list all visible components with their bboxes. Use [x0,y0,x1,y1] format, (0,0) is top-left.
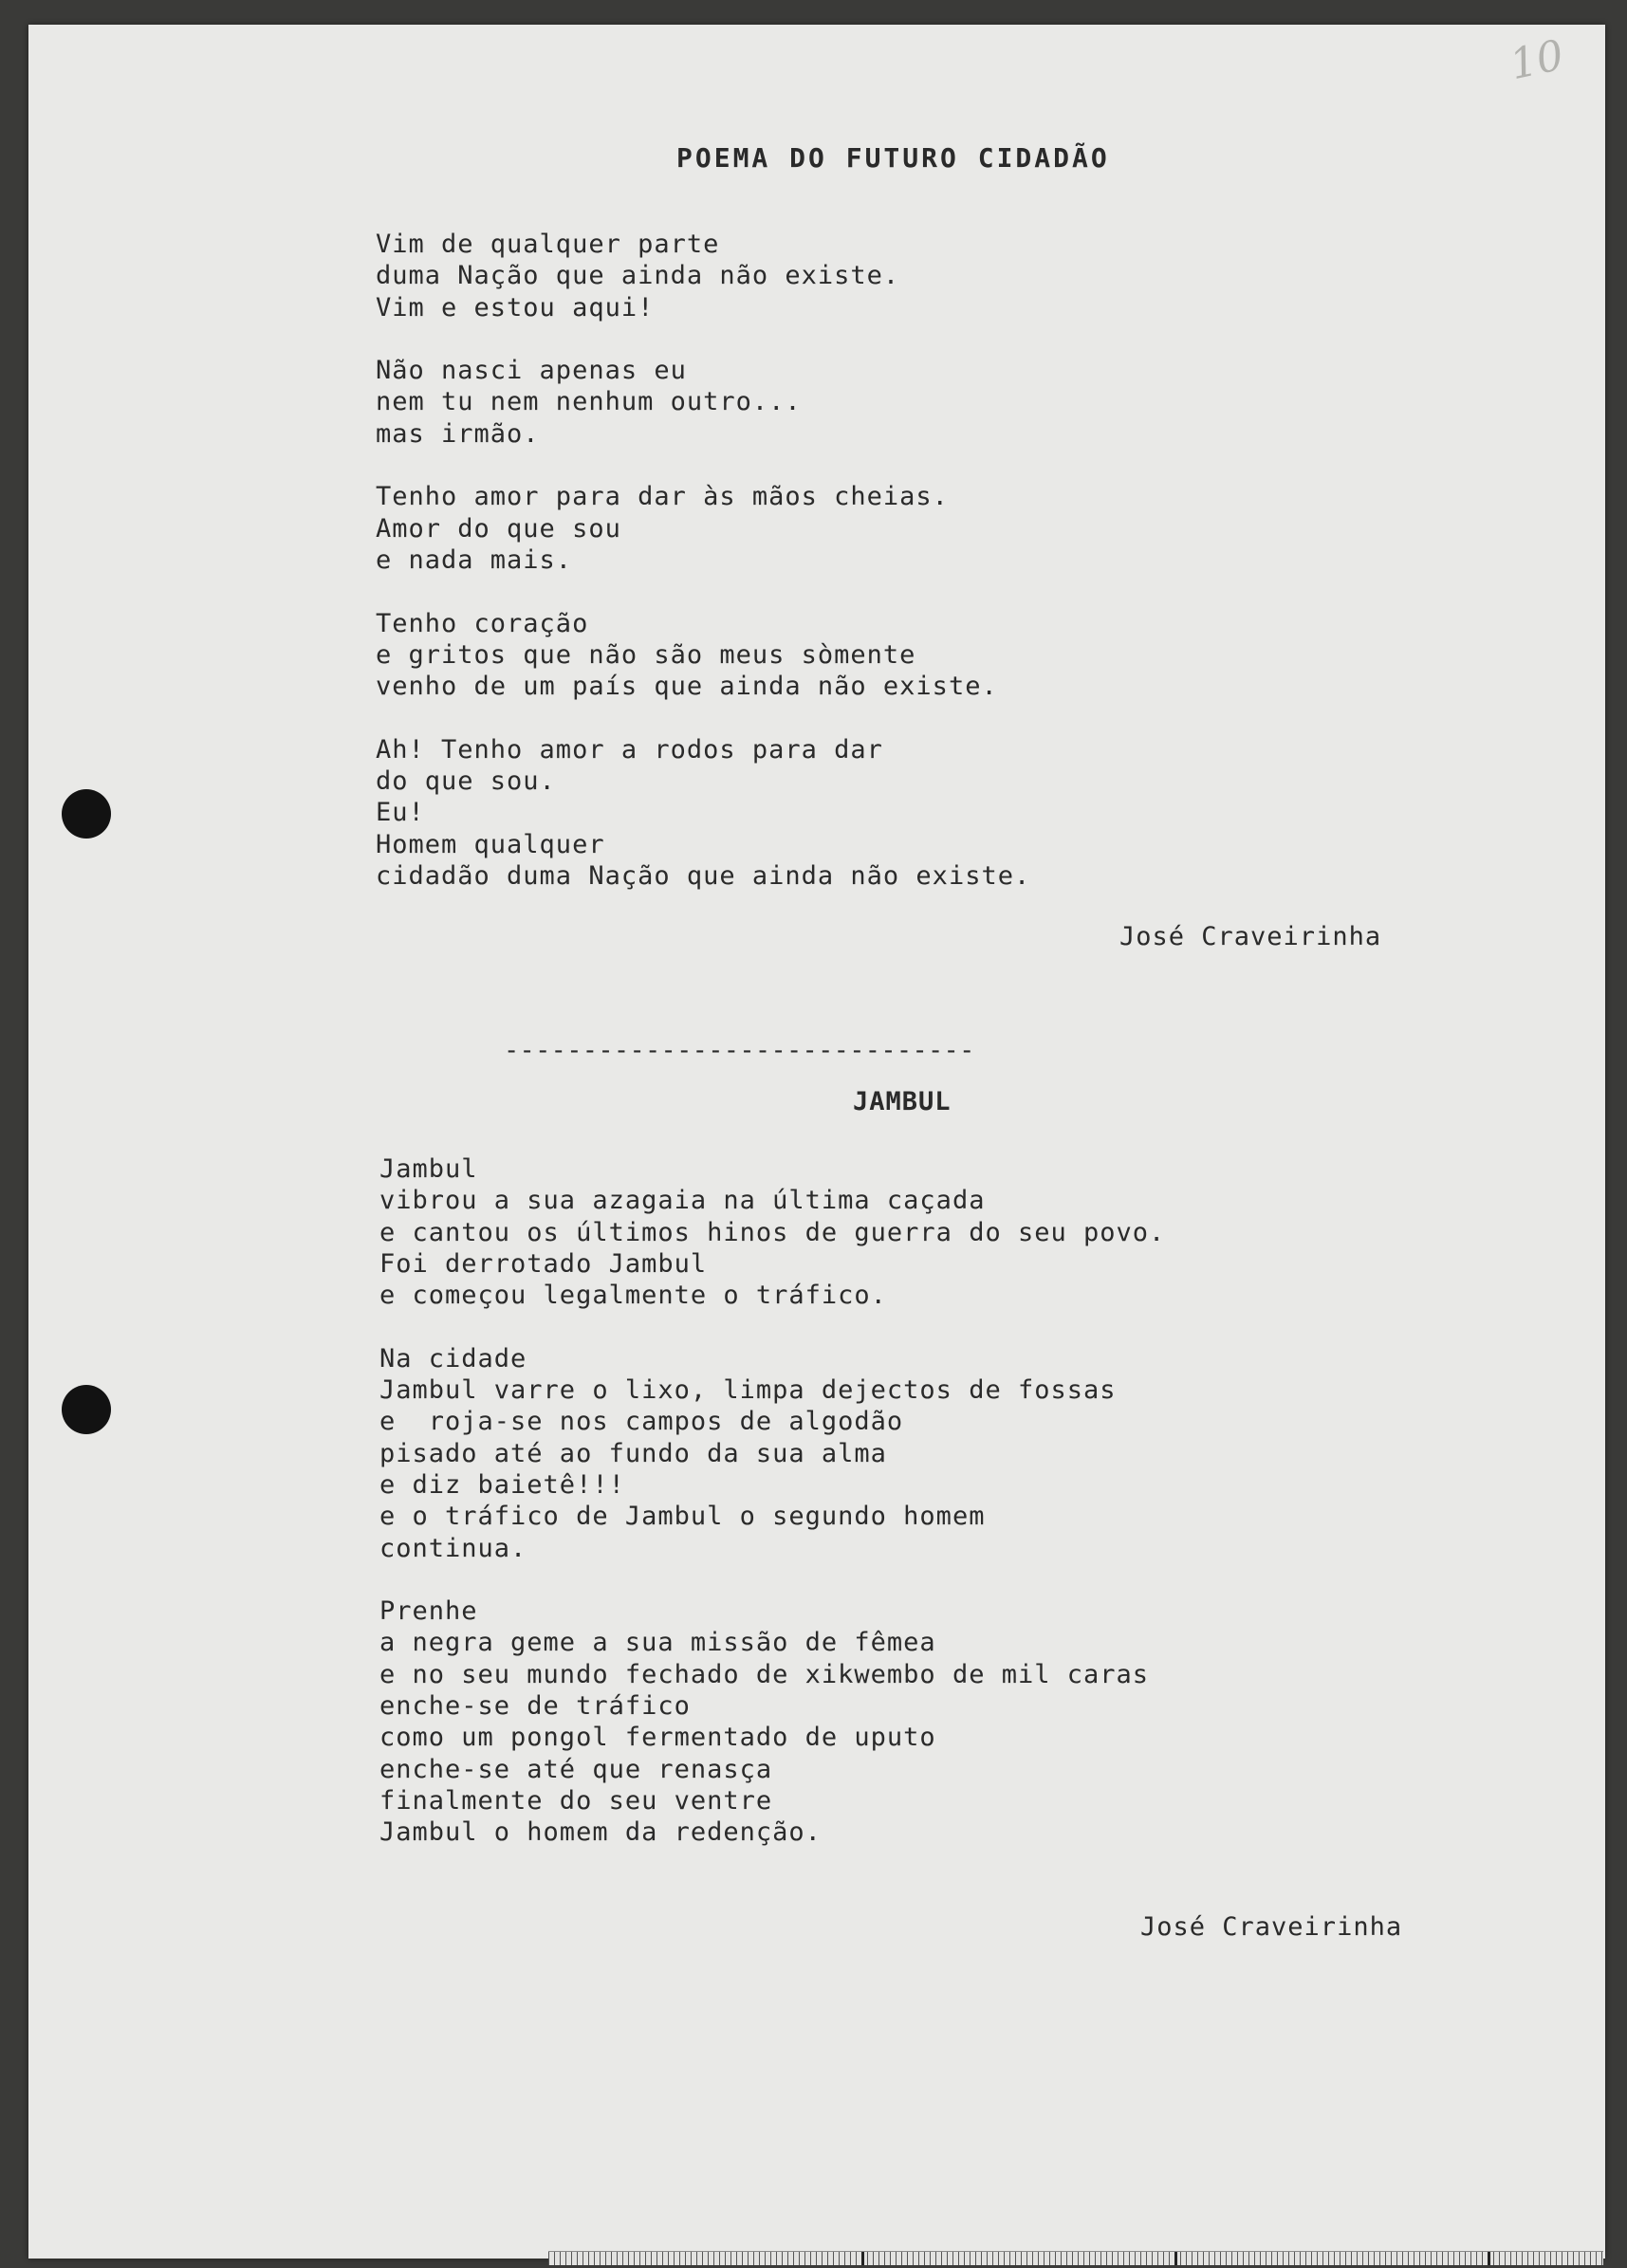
page-number: 10 [1506,30,1568,90]
poem-line: e no seu mundo fechado de xikwembo de mil caras [379,1659,1150,1689]
ruler-mark [1488,2252,1490,2265]
stanza [379,1343,1165,1564]
poem-line: como um pongol fermentado de uputo [379,1723,936,1753]
poem-line: Eu! [376,798,425,828]
poem-line: finalmente do seu ventre [379,1785,773,1816]
poem-line: enche-se até que renasça [379,1754,773,1784]
poem-line: Homem qualquer [376,829,605,859]
ruler-mark [1174,2252,1177,2265]
stanza [376,355,1030,450]
poem-line: Jambul varre o lixo, limpa dejectos de fossas [379,1375,1117,1406]
poem-line: cidadão duma Nação que ainda não existe. [376,860,1031,891]
stanza [376,608,1030,703]
poem-line: vibrou a sua azagaia na última caçada [379,1186,986,1216]
poem-line: Tenho amor para dar às mãos cheias. [376,482,949,512]
poem-line: Foi derrotado Jambul [379,1248,708,1279]
stanza [376,734,1030,892]
poem-line: e nada mais. [376,544,573,575]
poem-line: mas irmão. [376,418,540,449]
separator-line: ------------------------------ [504,1036,975,1065]
poem-line: Prenhe [379,1596,478,1627]
poem-line: e gritos que não são meus sòmente [376,639,916,670]
poem-line: venho de um país que ainda não existe. [376,672,998,702]
poem-line: e roja-se nos campos de algodão [379,1407,904,1437]
poem-line: continua. [379,1533,527,1563]
poem-line: Na cidade [379,1343,527,1374]
poem-line: Tenho coração [376,608,589,638]
poem-line: e o tráfico de Jambul o segundo homem [379,1502,986,1532]
poem-1-body [376,229,1030,892]
poem-line: nem tu nem nenhum outro... [376,387,802,417]
poem-line: Jambul [379,1154,478,1184]
poem-line: Vim de qualquer parte [376,230,720,259]
poem-line: e começou legalmente o tráfico. [379,1281,887,1311]
poem-line: duma Nação que ainda não existe. [376,261,900,291]
poem-line: a negra geme a sua missão de fêmea [379,1628,936,1658]
poem-line: e diz baietê!!! [379,1469,625,1500]
punch-hole [62,789,111,839]
poem-line: Ah! Tenho amor a rodos para dar [376,734,883,765]
poem-line: enche-se de tráfico [379,1691,691,1722]
punch-hole [62,1385,111,1434]
ruler-mark [861,2252,864,2265]
stanza [376,229,1030,323]
poem-line: do que sou. [376,766,556,797]
poem-1-title: POEMA DO FUTURO CIDADÃO [676,142,1110,174]
stanza [379,1595,1165,1848]
stanza [379,1153,1165,1311]
poem-line: pisado até ao fundo da sua alma [379,1438,887,1468]
poem-2-body [379,1153,1165,1849]
poem-line: Amor do que sou [376,513,621,544]
poem-line: Jambul o homem da redenção. [379,1817,822,1848]
poem-line: e cantou os últimos hinos de guerra do seu povo. [379,1217,1166,1247]
poem-2-author: José Craveirinha [1140,1912,1403,1942]
poem-2-title: JAMBUL [853,1087,952,1116]
stanza [376,481,1030,576]
poem-line: Não nasci apenas eu [376,356,687,386]
poem-1-author: José Craveirinha [1119,922,1382,951]
poem-line: Vim e estou aqui! [376,292,655,323]
scan-ruler [548,2251,1603,2265]
